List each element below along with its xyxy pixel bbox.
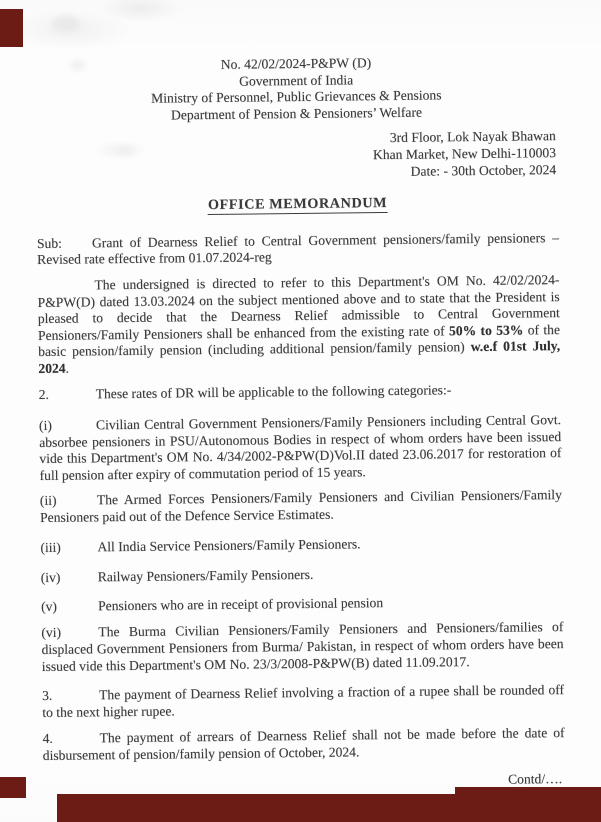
effective-date-bold: w.e.f 01st July, 2024 <box>38 338 561 376</box>
category-iii-text: All India Service Pensioners/Family Pensioners. <box>97 535 361 554</box>
address-line-city: Khan Market, New Delhi-110003 <box>372 145 557 163</box>
scan-artifact-bottom-left <box>0 777 26 798</box>
paragraph-4-text: The payment of arrears of Dearness Relief shall not be made before the date of disbursement of pension/family pension of October, 2024. <box>42 725 565 763</box>
category-item-v <box>41 593 563 616</box>
subject-line <box>37 230 559 269</box>
paragraph-1 <box>37 272 560 377</box>
paragraph-4-number: 4. <box>42 731 53 747</box>
org-line-government: Government of India <box>239 71 354 89</box>
paragraph-1-mid: of the basic pension/family pension (including additional pension/family pension) <box>38 321 561 360</box>
category-i-text: Civilian Central Government Pensioners/Family Pensioners including Central Govt. absorbee pensioners in PSU/Autonomous Bodies in respect of whom orders have been issued vide this Department's OM No. 4/34/2002-P&PW(D)Vol.II dated 23.06.2017 for restoration of full pension after expiry of commutation period of 15 years. <box>39 412 562 483</box>
category-item-iii <box>40 534 562 557</box>
address-block <box>36 128 559 184</box>
category-vi-number: (vi) <box>41 625 62 641</box>
category-iv-number: (iv) <box>40 569 61 586</box>
category-item-vi <box>41 619 564 675</box>
paragraph-1-text: The undersigned is directed to refer to this Department's OM No. 42/02/2024-P&PW(D) dated 13.03.2024 on the subject mentioned above and to state that the President is pleased to decide that the Dearness Relief admissible to Central Government Pensioners/Family Pensioners shall be enhanced from the existing rate of <box>37 271 560 343</box>
paragraph-3-number: 3. <box>41 688 53 704</box>
category-iv-text: Railway Pensioners/Family Pensioners. <box>97 567 314 585</box>
category-vi-text: The Burma Civilian Pensioners/Family Pensioners and Pensioners/families of displaced Government Pensioners from Burma/ Pakistan, in respect of whom orders have been issued vide this Department's OM No. 23/3/2008-P&PW(B) dated 11.09.2017. <box>41 619 564 674</box>
paragraph-3-text: The payment of Dearness Relief involving a fraction of a rupee shall be rounded off to the next higher rupee. <box>42 682 565 720</box>
category-ii-number: (ii) <box>39 493 57 509</box>
paragraph-2-text: These rates of DR will be applicable to the following categories:- <box>95 381 452 401</box>
category-item-ii <box>40 487 562 526</box>
category-v-number: (v) <box>40 598 58 614</box>
paragraph-1-end: . <box>65 360 70 376</box>
paragraph-2 <box>39 381 561 404</box>
paragraph-4 <box>42 725 564 764</box>
org-line-ministry: Ministry of Personnel, Public Grievances & Pensions <box>151 87 442 106</box>
category-iii-number: (iii) <box>40 539 61 555</box>
paragraph-2-number: 2. <box>38 386 49 402</box>
address-line-floor: 3rd Floor, Lok Nayak Bhawan <box>389 128 556 146</box>
category-ii-text: The Armed Forces Pensioners/Family Pensioners and Civilian Pensioners/Family Pensioners paid out of the Defence Service Estimates. <box>39 487 562 526</box>
category-i-number: (i) <box>38 417 52 434</box>
org-line-department: Department of Pension & Pensioners’ Welfare <box>170 104 423 123</box>
scan-artifact-top-left <box>0 9 23 47</box>
category-item-iv <box>41 564 563 587</box>
category-v-text: Pensioners who are in receipt of provisional pension <box>97 594 384 614</box>
reference-number: No. 42/02/2024-P&PW (D) <box>220 55 372 72</box>
continuation-note: Contd/…. <box>507 770 563 787</box>
document-title: OFFICE MEMORANDUM <box>207 195 388 214</box>
subject-label: Sub: <box>36 235 62 251</box>
date-line: Date: - 30th October, 2024 <box>410 161 557 179</box>
paragraph-3 <box>42 682 564 721</box>
title-row <box>36 193 558 216</box>
scan-artifact-bottom-bar <box>57 794 601 822</box>
dr-rate-bold: 50% to 53% <box>448 322 524 339</box>
subject-text: Grant of Dearness Relief to Central Government pensioners/family pensioners – Revised rate effective from 01.07.2024-reg <box>37 229 559 268</box>
memo-content <box>35 53 565 793</box>
category-item-i <box>39 412 562 484</box>
scan-smudge <box>52 16 80 32</box>
